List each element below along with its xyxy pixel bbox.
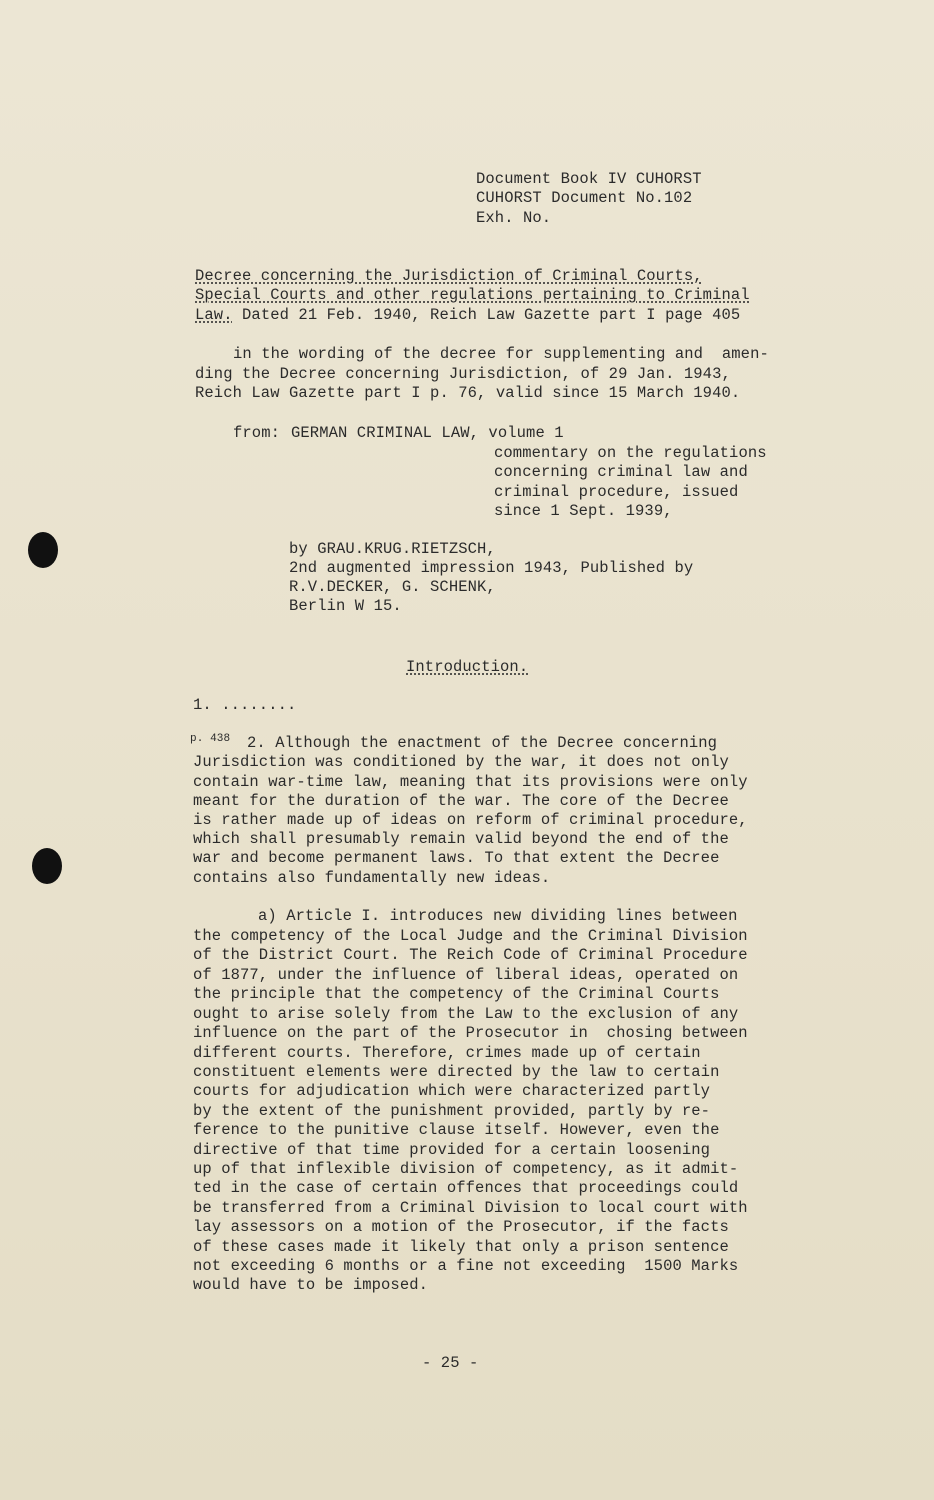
punch-hole-bottom (32, 848, 62, 884)
para2-line-2: Jurisdiction was conditioned by the war, it does not only (193, 753, 729, 771)
source-publisher: R.V.DECKER, G. SCHENK, (289, 578, 496, 596)
page-ref: p. 438 (190, 733, 231, 745)
para-a-line-17: lay assessors on a motion of the Prosecutor, if the facts (193, 1218, 729, 1236)
source-commentary-1: commentary on the regulations (494, 444, 767, 462)
para2-line-4: meant for the duration of the war. The core of the Decree (193, 792, 729, 810)
para-a-line-11: by the extent of the punishment provided, partly by re- (193, 1102, 711, 1120)
title-line-3 (195, 306, 740, 325)
wording-line-1: in the wording of the decree for supplementing and amen- (233, 345, 769, 363)
para-a-line-15: ted in the case of certain offences that proceedings could (193, 1179, 739, 1197)
para2-line-1: 2. Although the enactment of the Decree concerning (247, 734, 718, 752)
para-a-line-3: of the District Court. The Reich Code of Criminal Procedure (193, 946, 748, 964)
header-line-2: CUHORST Document No.102 (476, 189, 693, 207)
para-a-line-1: a) Article I. introduces new dividing lines between (258, 907, 738, 925)
title-line-1: Decree concerning the Jurisdiction of Criminal Courts, (195, 267, 703, 285)
para2-line-8: contains also fundamentally new ideas. (193, 869, 551, 887)
wording-line-3: Reich Law Gazette part I p. 76, valid since 15 March 1940. (195, 384, 741, 402)
header-line-1: Document Book IV CUHORST (476, 170, 702, 188)
para2-line-5: is rather made up of ideas on reform of criminal procedure, (193, 811, 748, 829)
source-edition: 2nd augmented impression 1943, Published by (289, 559, 694, 577)
source-authors: by GRAU.KRUG.RIETZSCH, (289, 540, 496, 558)
para-a-line-2: the competency of the Local Judge and the Criminal Division (193, 927, 748, 945)
para-a-line-19: not exceeding 6 months or a fine not exceeding 1500 Marks (193, 1257, 739, 1275)
introduction-item-1: 1. ........ (193, 696, 297, 714)
para-a-line-20: would have to be imposed. (193, 1276, 429, 1294)
para-a-line-13: directive of that time provided for a certain loosening (193, 1141, 711, 1159)
para-a-line-16: be transferred from a Criminal Division to local court with (193, 1199, 748, 1217)
source-commentary-3: criminal procedure, issued (494, 483, 739, 501)
wording-line-2: ding the Decree concerning Jurisdiction, of 29 Jan. 1943, (195, 365, 731, 383)
para-a-line-18: of these cases made it likely that only a prison sentence (193, 1238, 729, 1256)
para-a-line-7: influence on the part of the Prosecutor in chosing between (193, 1024, 748, 1042)
para-a-line-9: constituent elements were directed by the law to certain (193, 1063, 720, 1081)
para2-line-7: war and become permanent laws. To that extent the Decree (193, 849, 720, 867)
source-from-label: from: (233, 424, 281, 442)
para-a-line-6: ought to arise solely from the Law to the exclusion of any (193, 1005, 739, 1023)
para-a-line-10: courts for adjudication which were characterized partly (193, 1082, 711, 1100)
para-a-line-5: the principle that the competency of the Criminal Courts (193, 985, 720, 1003)
source-city: Berlin W 15. (289, 597, 402, 615)
title-line-2: Special Courts and other regulations pertaining to Criminal (195, 286, 750, 304)
para-a-line-14: up of that inflexible division of competency, as it admit- (193, 1160, 739, 1178)
header-line-3: Exh. No. (476, 209, 552, 227)
title-law-word: Law. (195, 306, 233, 324)
punch-hole-top (28, 532, 58, 568)
source-commentary-2: concerning criminal law and (494, 463, 748, 481)
para2-line-3: contain war-time law, meaning that its provisions were only (193, 773, 748, 791)
source-work: GERMAN CRIMINAL LAW, volume 1 (291, 424, 564, 442)
para-a-line-4: of 1877, under the influence of liberal ideas, operated on (193, 966, 739, 984)
introduction-heading: Introduction. (406, 658, 529, 676)
source-commentary-4: since 1 Sept. 1939, (494, 502, 673, 520)
para-a-line-8: different courts. Therefore, crimes made up of certain (193, 1044, 701, 1062)
para2-line-6: which shall presumably remain valid beyond the end of the (193, 830, 729, 848)
page-number: - 25 - (422, 1354, 479, 1372)
para-a-line-12: ference to the punitive clause itself. However, even the (193, 1121, 720, 1139)
title-line-3-rest: Dated 21 Feb. 1940, Reich Law Gazette part I page 405 (232, 306, 741, 324)
